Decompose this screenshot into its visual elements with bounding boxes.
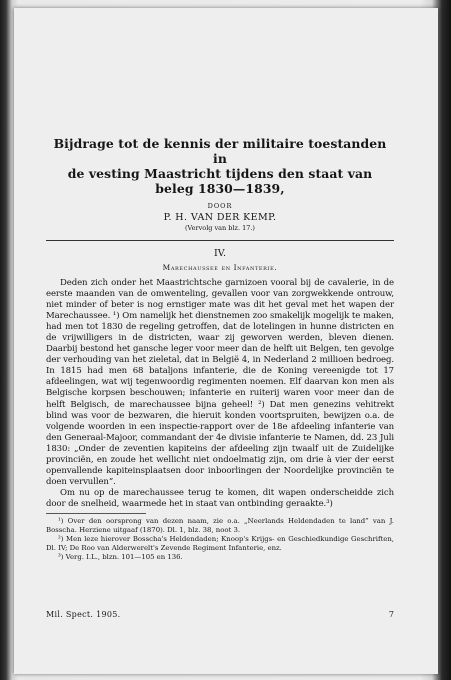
- title-line-2: de vesting Maastricht tijdens den staat van: [67, 166, 373, 181]
- article-title: [46, 136, 394, 196]
- continuation-note: (Vervolg van blz. 17.): [185, 224, 255, 232]
- footnote-2: ²) Men leze hierover Bosscha's Heldendaden; Knoop's Krijgs- en Geschiedkundige Geschriften, Dl. IV; De Roo van Alderwerelt's Zevende Regiment Infanterie, enz.: [46, 535, 394, 553]
- author-name: P. H. VAN DER KEMP.: [163, 212, 277, 223]
- paragraph-2: Om nu op de marechaussee terug te komen, dit wapen onderscheidde zich door de snelheid, waarmede het in staat van ontbinding geraakte.³): [46, 487, 394, 509]
- page-footer: [46, 610, 394, 619]
- footnote-3: ³) Verg. I.L., blzn. 101—105 en 136.: [58, 553, 183, 562]
- body-text: [46, 278, 394, 510]
- journal-signature: Mil. Spect. 1905.: [46, 610, 121, 619]
- divider: [46, 240, 394, 241]
- title-line-1: Bijdrage tot de kennis der militaire toestanden in: [53, 136, 387, 166]
- document-page: [14, 8, 438, 674]
- footnotes: [46, 517, 394, 562]
- page-number: 7: [388, 610, 394, 619]
- page-content: [46, 136, 394, 562]
- section-number: IV.: [214, 248, 226, 259]
- section-title: Marechaussee en Infanterie.: [162, 263, 278, 272]
- title-line-3: beleg 1830—1839,: [155, 181, 285, 196]
- footnote-divider: [46, 513, 146, 514]
- paragraph-1: Deden zich onder het Maastrichtsche garnizoen vooral bij de cavalerie, in de eerste maanden van de omwenteling, gevallen voor van zorgwekkende ontrouw, niet minder of beter is nog ernstiger mate was dit het geval met het wapen der Marechaussee. ¹) Om namelijk het dienstnemen zoo smakelijk mogelijk te maken, had men tot 1830 de regeling getroffen, dat de lotelingen in hunne districten en de vrijwilligers in de districten, waar zij geworven werden, bleven dienen. Daarbij bestond het gansche leger voor meer dan de helft uit Belgen, ten gevolge der verhouding van het zieletal, dat in België 4, in Nederland 2 millioen bedroeg. In 1815 had men 68 bataljons infanterie, die de Koning vereenigde tot 17 afdeelingen, wat wij tegenwoordig regimenten noemen. Elf daarvan kon men als Belgische korpsen beschouwen; infanterie en ruiterij waren voor meer dan de helft Belgisch, de marechaussee bijna geheel! ²) Dat men genezins vehitrekt blind was voor de bezwaren, die hieruit konden voortspruiten, bewijzen o.a. de volgende woorden in een inspectie-rapport over de 18e afdeeling infanterie van den Generaal-Majoor, commandant der 4e divisie infanterie te Namen, dd. 23 Juli 1830: „Onder de zeventien kapiteins der afdeeling zijn twaalf uit de Zuidelijke provinciën, en zoude het wellicht niet ondoelmatig zijn, om drie à vier der eerst openvallende kapiteinsplaatsen door inboorlingen der Noordelijke provinciën te doen vervullen”.: [46, 278, 394, 487]
- byline-door: DOOR: [207, 202, 233, 210]
- footnote-1: ¹) Over den oorsprong van dezen naam, zie o.a. „Neerlands Heldendaden te land” van J. Bosscha. Herziene uitgaaf (1870). Dl. 1, blz. 38, noot 3.: [46, 516, 394, 535]
